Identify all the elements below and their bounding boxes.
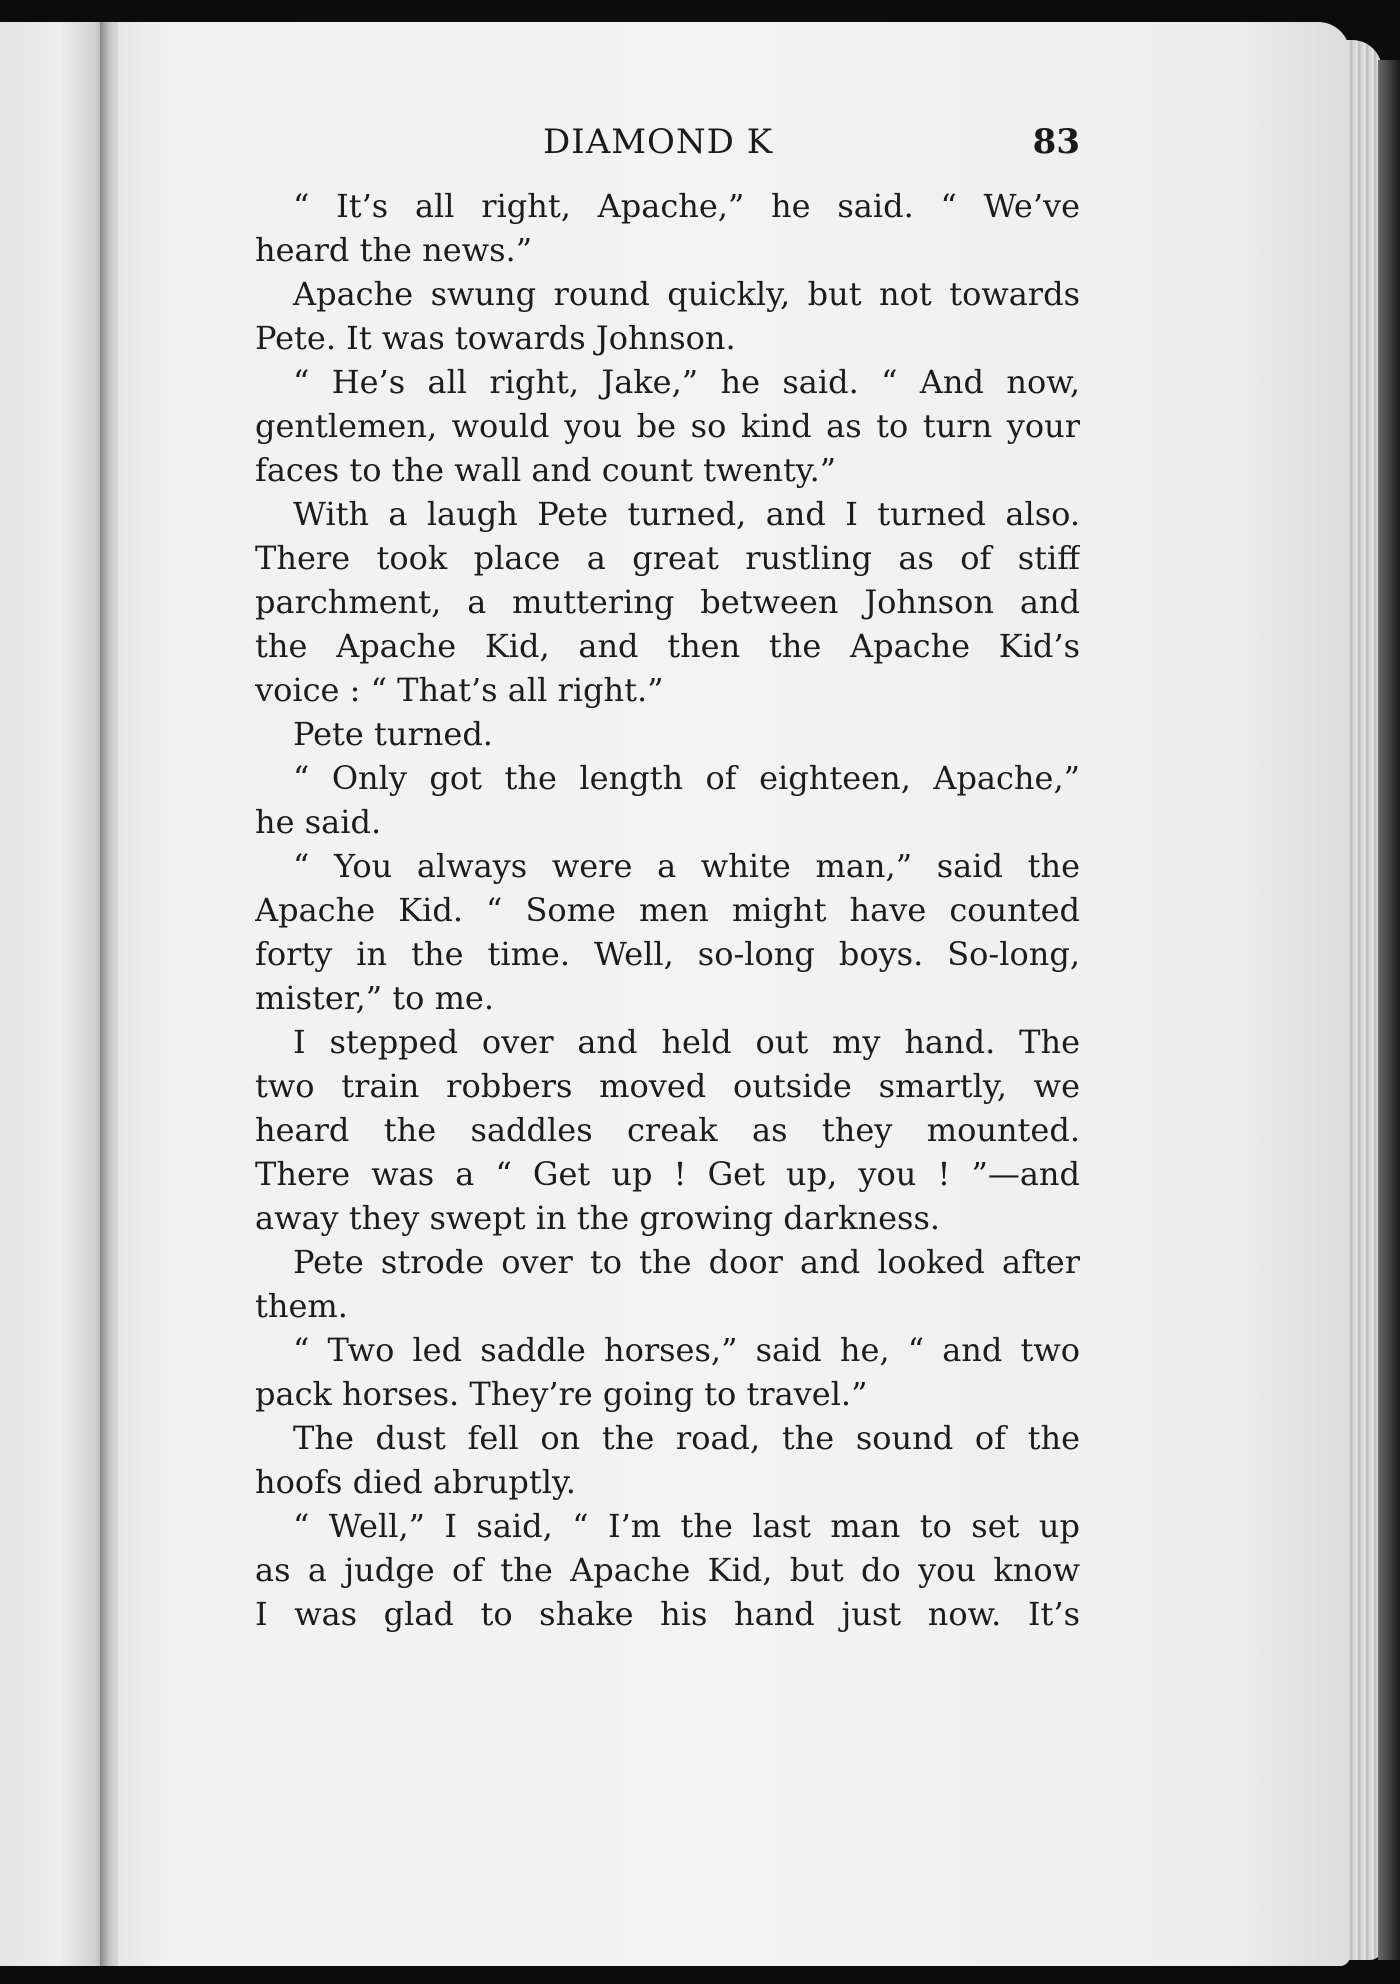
text-line: Apache Kid. “ Some men might have counted [255,891,1080,929]
text-line: as a judge of the Apache Kid, but do you know [255,1551,1080,1589]
page-header [255,122,1080,172]
text-line: I stepped over and held out my hand. The [293,1023,1080,1061]
text-line: heard the saddles creak as they mounted. [255,1111,1080,1149]
text-line: away they swept in the growing darkness. [255,1199,941,1237]
facing-page-edge [0,22,108,1966]
text-line: The dust fell on the road, the sound of the [293,1419,1080,1457]
text-line: gentlemen, would you be so kind as to turn your [255,407,1080,445]
running-head: DIAMOND K [543,122,774,162]
text-line: There was a “ Get up ! Get up, you ! ”—and [255,1155,1080,1193]
text-line: the Apache Kid, and then the Apache Kid’s [255,627,1080,665]
book-edge-shadow [1378,60,1400,1960]
text-line: “ Well,” I said, “ I’m the last man to set up [293,1507,1080,1545]
text-line: With a laugh Pete turned, and I turned also. [293,495,1080,533]
text-line: pack horses. They’re going to travel.” [255,1375,868,1413]
text-line: “ He’s all right, Jake,” he said. “ And now, [293,363,1080,401]
text-line: faces to the wall and count twenty.” [255,451,837,489]
page-number: 83 [1032,122,1080,162]
text-line: Pete. It was towards Johnson. [255,319,736,357]
text-line: There took place a great rustling as of stiff [255,539,1080,577]
text-line: Apache swung round quickly, but not towards [293,275,1080,313]
text-line: he said. [255,803,382,841]
text-line: hoofs died abruptly. [255,1463,576,1501]
text-line: two train robbers moved outside smartly, we [255,1067,1080,1105]
text-line: Pete turned. [293,715,493,753]
body-text [255,184,1080,1636]
text-line: parchment, a muttering between Johnson and [255,583,1080,621]
text-line: heard the news.” [255,231,533,269]
text-line: I was glad to shake his hand just now. It’s [255,1595,1080,1633]
text-line: “ You always were a white man,” said the [293,847,1080,885]
text-line: voice : “ That’s all right.” [255,671,664,709]
text-line: “ Only got the length of eighteen, Apache,” [293,759,1080,797]
text-line: mister,” to me. [255,979,495,1017]
text-line: “ Two led saddle horses,” said he, “ and two [293,1331,1080,1369]
text-line: Pete strode over to the door and looked after [293,1243,1080,1281]
text-line: them. [255,1287,348,1325]
text-line: “ It’s all right, Apache,” he said. “ We’ve [293,187,1080,225]
text-line: forty in the time. Well, so-long boys. So-long, [255,935,1080,973]
